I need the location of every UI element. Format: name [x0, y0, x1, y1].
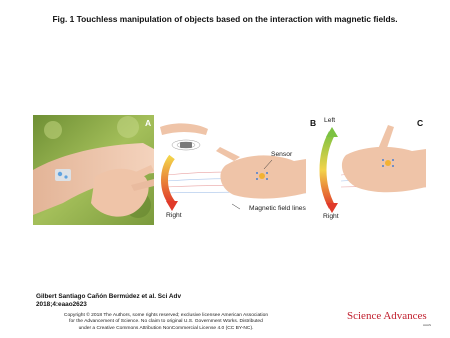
label-right-c: Right: [323, 213, 339, 220]
label-right-b: Right: [166, 212, 182, 219]
copyright: [6, 313, 326, 332]
figure-title: Fig. 1 Touchless manipulation of objects based on the interaction with magnetic fields.: [52, 14, 398, 24]
label-magnetic-field-lines: Magnetic field lines: [249, 205, 306, 212]
copyright-line-2: for the Advancement of Science. No claim to original U.S. Government Works. Distributed: [69, 319, 263, 325]
hand-c: [342, 147, 426, 192]
panel-a-illustration: [33, 115, 154, 225]
citation-line-1: Gilbert Santiago Cañón Bermúdez et al. Sci Adv: [36, 293, 181, 300]
science-advances-logo: [347, 310, 431, 330]
citation-line-2: 2018;4:eaao2623: [36, 301, 87, 308]
panel-letter-b: B: [310, 118, 317, 128]
copyright-line-3: under a Creative Commons Attribution NonCommercial License 4.0 (CC BY-NC).: [78, 325, 254, 331]
panel-bc-illustration: [156, 115, 426, 225]
arrow-b: [165, 157, 173, 203]
arrow-c: [323, 133, 332, 207]
logo-sub: AAAS: [423, 323, 432, 327]
panel-letter-c: C: [417, 118, 424, 128]
sensor-chip: [55, 169, 71, 181]
label-sensor: Sensor: [271, 151, 293, 158]
panel-a-photo: [33, 115, 154, 225]
figure: [33, 115, 426, 225]
panel-letter-a: A: [145, 118, 152, 128]
label-left-c: Left: [324, 117, 336, 124]
logo-text: Science Advances: [347, 310, 427, 322]
upper-hand-b: [160, 123, 208, 135]
citation: [36, 293, 266, 309]
magnet: [180, 142, 192, 148]
copyright-line-1: Copyright © 2018 The Authors, some rights reserved; exclusive licensee American Association: [63, 313, 269, 318]
